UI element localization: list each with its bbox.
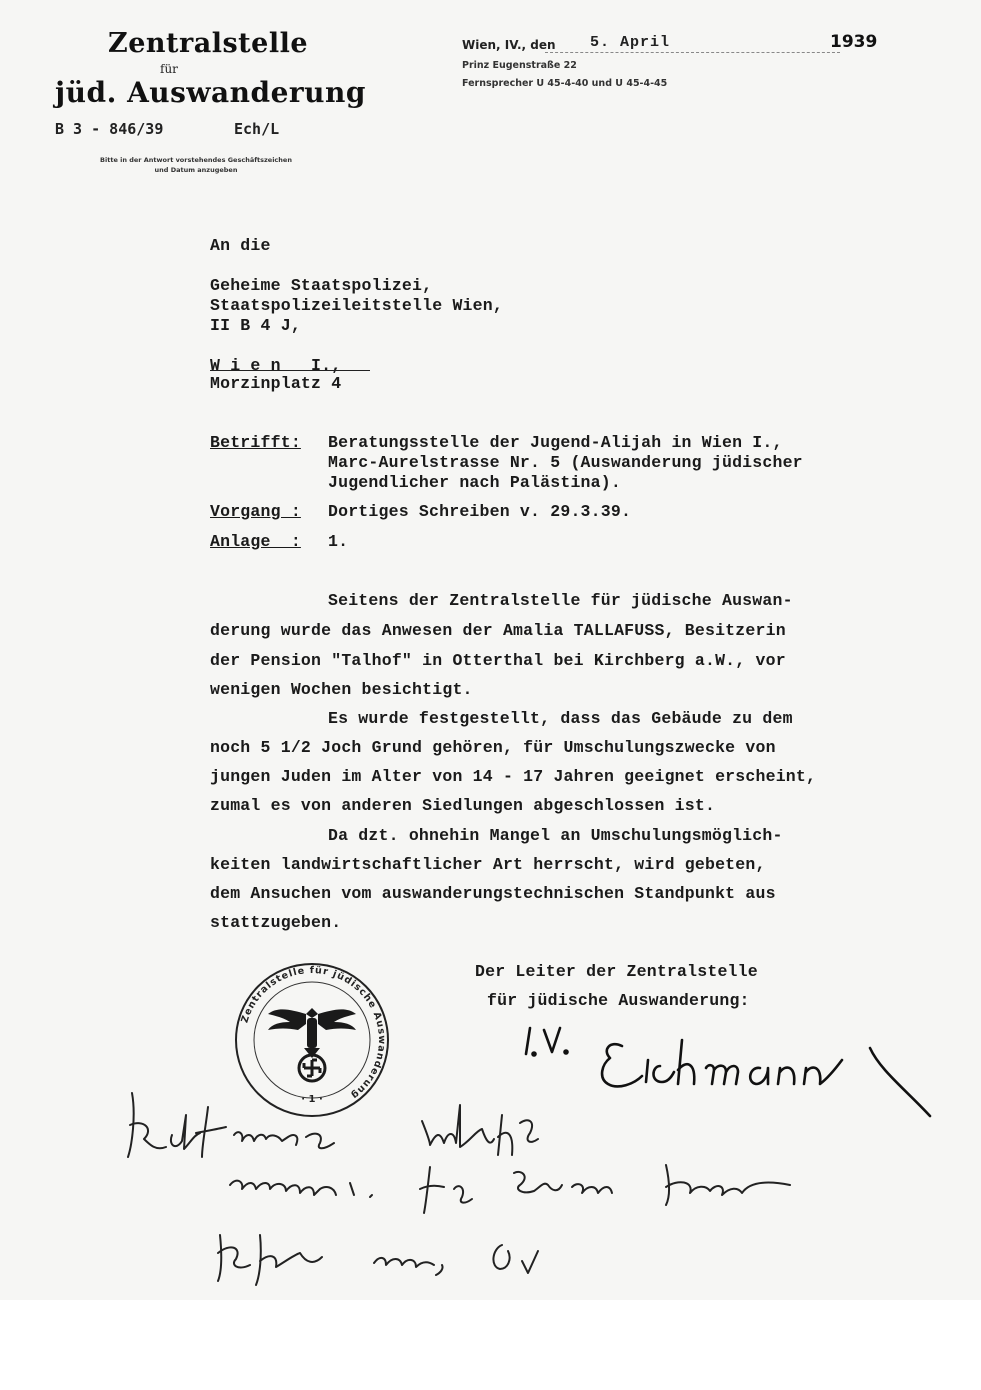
subject-line-2: Marc-Aurelstrasse Nr. 5 (Auswanderung jüdischer bbox=[328, 453, 803, 472]
body-line-1: Seitens der Zentralstelle für jüdische Auswan- bbox=[328, 591, 793, 610]
letterhead-note-line2: und Datum anzugeben bbox=[154, 166, 238, 174]
file-reference-code: Ech/L bbox=[234, 120, 280, 138]
body-line-7: jungen Juden im Alter von 14 - 17 Jahren geeignet erscheint, bbox=[210, 767, 817, 786]
seal-bottom-mark: · 1 · bbox=[301, 1094, 323, 1105]
reference-label: Vorgang : bbox=[210, 502, 301, 521]
letterhead-note bbox=[66, 155, 326, 175]
recipient-street: Morzinplatz 4 bbox=[210, 374, 342, 393]
date-line bbox=[545, 52, 840, 53]
body-line-9: Da dzt. ohnehin Mangel an Umschulungsmöglich- bbox=[328, 826, 783, 845]
handwritten-notes-icon bbox=[110, 1085, 850, 1295]
file-reference: B 3 - 846/39 bbox=[55, 120, 164, 138]
letterhead-note-line1: Bitte in der Antwort vorstehendes Geschäftszeichen bbox=[100, 156, 292, 164]
letterhead-fuer: für bbox=[160, 62, 178, 76]
recipient-line-1: An die bbox=[210, 236, 271, 255]
body-line-12: stattzugeben. bbox=[210, 913, 342, 932]
recipient-underline bbox=[210, 370, 370, 371]
body-line-6: noch 5 1/2 Joch Grund gehören, für Umschulungszwecke von bbox=[210, 738, 776, 757]
body-line-8: zumal es von anderen Siedlungen abgeschlossen ist. bbox=[210, 796, 716, 815]
subject-line-3: Jugendlicher nach Palästina). bbox=[328, 473, 621, 492]
closing-line-2: für jüdische Auswanderung: bbox=[487, 991, 750, 1010]
closing-line-1: Der Leiter der Zentralstelle bbox=[475, 962, 758, 981]
body-line-10: keiten landwirtschaftlicher Art herrscht, wird gebeten, bbox=[210, 855, 766, 874]
body-line-5: Es wurde festgestellt, dass das Gebäude zu dem bbox=[328, 709, 793, 728]
recipient-city: W i e n I., bbox=[210, 356, 342, 375]
seal-ring-text: Zentralstelle für jüdische Auswanderung bbox=[239, 964, 388, 1102]
body-line-3: der Pension "Talhof" in Otterthal bei Kirchberg a.W., vor bbox=[210, 651, 786, 670]
attachment-label: Anlage : bbox=[210, 532, 301, 551]
address-city: Wien, IV., den bbox=[462, 38, 556, 52]
recipient-line-3: Staatspolizeileitstelle Wien, bbox=[210, 296, 503, 315]
letterhead-title: Zentralstelle bbox=[108, 28, 309, 59]
reference-value: Dortiges Schreiben v. 29.3.39. bbox=[328, 502, 632, 521]
letterhead-subtitle: jüd. Auswanderung bbox=[55, 76, 366, 109]
bottom-margin bbox=[0, 1300, 981, 1390]
address-phone: Fernsprecher U 45-4-40 und U 45-4-45 bbox=[462, 78, 668, 89]
subject-line-1: Beratungsstelle der Jugend-Alijah in Wien I., bbox=[328, 433, 783, 452]
address-street: Prinz Eugenstraße 22 bbox=[462, 60, 577, 71]
subject-label: Betrifft: bbox=[210, 433, 301, 452]
letter-date: 5. April bbox=[590, 34, 671, 51]
body-line-2: derung wurde das Anwesen der Amalia TALLAFUSS, Besitzerin bbox=[210, 621, 786, 640]
attachment-value: 1. bbox=[328, 532, 349, 551]
body-line-4: wenigen Wochen besichtigt. bbox=[210, 680, 473, 699]
letter-year: 1939 bbox=[830, 32, 878, 52]
recipient-line-4: II B 4 J, bbox=[210, 316, 301, 335]
body-line-11: dem Ansuchen vom auswanderungstechnischen Standpunkt aus bbox=[210, 884, 776, 903]
recipient-line-2: Geheime Staatspolizei, bbox=[210, 276, 433, 295]
